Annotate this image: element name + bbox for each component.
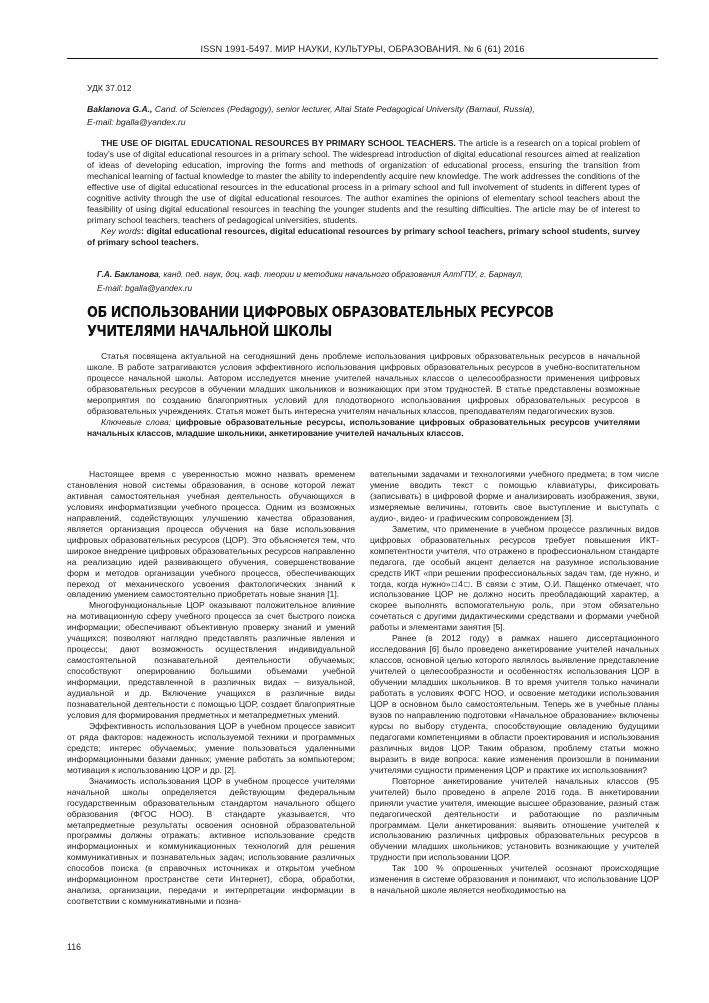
body-paragraph: Значимость использования ЦОР в учебном процессе учителями начальной школы определяется действующим федеральным государственным образовательным стандартом начального общего образования (ФГОС НОО). В стандарте указывается, что метапредметные результаты освоения основной образовательной программы должны отражать: активное использование средств информационных и коммуникационных технологий для решения коммуникативных и познавательных задач; использование различных способов поиска (в справочных источниках и открытом учебном информационном пространстве сети Интернет), сбора, обработки, анализа, организации, передачи и интерпретации информации в соответствии с коммуникативными и позна-: [67, 775, 355, 907]
author-name-ru: Г.А. Бакланова: [97, 269, 159, 279]
body-column-left: [67, 469, 355, 907]
header-rule: [67, 58, 658, 59]
journal-running-header: ISSN 1991-5497. МИР НАУКИ, КУЛЬТУРЫ, ОБРАЗОВАНИЯ. № 6 (61) 2016: [200, 44, 525, 54]
article-title-ru-line-1: ОБ ИСПОЛЬЗОВАНИИ ЦИФРОВЫХ ОБРАЗОВАТЕЛЬНЫХ РЕСУРСОВ: [87, 303, 554, 321]
udk-code: УДК 37.012: [87, 83, 132, 93]
abstract-ru: [87, 351, 640, 439]
body-paragraph: Так 100 % опрошенных учителей осознают происходящие изменения в системе образования и понимают, что использование ЦОР в начальной школе является необходимостью на: [370, 863, 659, 896]
author-line-en: [87, 103, 647, 116]
body-paragraph: Ранее (в 2012 году) в рамках нашего диссертационного исследования [6] было проведено анкетирование учителей начальных классов, основной целью которого являлось выявление представление учителей о целесообразности и особенностях использования ЦОР в обучении младших школьников. В то время учителя только начинали работать в условиях ФОГС НОО, и освоение методики использования ЦОР в основном было самостоятельным. Теперь же в учебные планы вузов по направлению подготовки «Начальное образование» включены курсы по выбору студента, способствующие овладению будущими педагогами компетенциями в области проектирования и использования различных видов ЦОР. Таким образом, проблему статьи можно выразить в виде вопроса: какие изменения произошли в понимании учителями сущности применения ЦОР и практике их использования?: [370, 633, 659, 775]
author-name-en: Baklanova G.A.,: [87, 104, 153, 114]
keywords-ru: [87, 417, 640, 439]
body-column-right: [370, 469, 659, 896]
author-affiliation-en: Cand. of Sciences (Pedagogy), senior lecturer, Altai State Pedagogical University (Barnaul, Russia),: [152, 104, 535, 114]
keywords-en-list: : digital educational resources, digital educational resources by primary school teachers, primary school students, survey of primary school teachers.: [87, 225, 640, 247]
article-title-ru: [87, 303, 552, 341]
author-email-en: E-mail: bgalla@yandex.ru: [87, 117, 186, 127]
abstract-ru-text: Статья посвящена актуальной на сегодняшний день проблеме использования цифровых образовательных ресурсов в начальной школе. В работе затрагиваются условия эффективного использования цифровых образовательных ресурсов в учебно-воспитательном процессе начальной школы. Автором исследуется мнение учителей начальных классов о целесообразности применения цифровых образовательных ресурсов в обучении младших школьников и возникающих при этом трудностей. В статье представлены возможные мероприятия по созданию благоприятных условий для плодотворного использования цифровых образовательных ресурсов в образовательных учреждениях. Статья может быть интересна учителям начальных классов, преподавателям педагогических вузов.: [87, 351, 640, 416]
body-paragraph-continued: вательными задачами и технологиями учебного предмета; в том числе умение вводить текст с помощью клавиатуры, фиксировать (записывать) в цифровой форме и анализировать изображения, звуки, измеряемые величины, готовить свое выступление и выступать с аудио-, видео- и графическим сопровождением [3].: [370, 469, 659, 523]
keywords-en-label: Key words: [101, 225, 142, 236]
body-paragraph: Заметим, что применение в учебном процессе различных видов цифровых образовательных ресурсов требует повышения ИКТ-компетентности учителя, что отражено в профессиональном стандарте педагога, где особый акцент делается на разумное использование средств ИКТ «при решении профессиональных задач там, где нужно, и тогда, когда нужно»□4□. В связи с этим, О.И. Пащенко отмечает, что использование ЦОР не должно носить преобладающий характер, а скорее выполнять вспомогательную роль, при этом обязательно сочетаться с другими дидактическими средствами и формами учебной работы и элементами занятия [5].: [370, 523, 659, 633]
keywords-ru-list: цифровые образовательные ресурсы, использование цифровых образовательных ресурсов учителями начальных классов, младшие школьники, анкетирование учителей начальных классов.: [87, 416, 640, 438]
keywords-ru-label: Ключевые слова:: [101, 416, 172, 427]
author-block-en: [87, 103, 647, 129]
body-paragraph: Эффективность использования ЦОР в учебном процессе зависит от ряда факторов: надежность используемой техники и программных средств; интерес обучаемых; умение пользоваться удаленными информационными базами данных; умение работать за компьютером; мотивация к использованию ЦОР и др. [2].: [67, 720, 355, 775]
author-email-ru: E-mail: bgalla@yandex.ru: [97, 282, 193, 293]
body-paragraph: Настоящее время с уверенностью можно назвать временем становления новой системы образования, в основе которой лежат активная самостоятельная учебная деятельность обучающихся в условиях информатизации учебного процесса. Одним из возможных направлений, содействующих улучшению качества образования, является организация процесса обучения на базе использования цифровых образовательных ресурсов (ЦОР). Это объясняется тем, что широкое внедрение цифровых образовательных ресурсов направленно на реализацию идей развивающего обучения, совершенствование форм и методов организации учебного процесса, обеспечивающих переход от механического усвоения фактологических знаний к овладению умением самостоятельно приобретать новые знания [1].: [67, 469, 355, 600]
body-paragraph: Повторное анкетирование учителей начальных классов (95 учителей) было проведено в апреле 2016 года. В анкетировании приняли участие учителя, имеющие высшее образование, разный стаж педагогической деятельности и работающие по различным программам. Цели анкетирования: выявить отношение учителей к использованию различных цифровых образовательных ресурсов в обучении младших школьников; установить возникающие у учителей трудности при использовании ЦОР.: [370, 775, 659, 863]
article-title-ru-line-2: УЧИТЕЛЯМИ НАЧАЛЬНОЙ ШКОЛЫ: [87, 322, 332, 340]
keywords-en: [87, 226, 640, 248]
page-number: 116: [67, 942, 82, 952]
author-affiliation-ru: , канд. пед. наук, доц. каф. теории и методики начального образования АлтГПУ, г. Барнаул,: [158, 269, 524, 279]
abstract-en: [87, 138, 640, 248]
abstract-en-text: The article is a research on a topical problem of today’s use of digital educational resources in a primary school. The widespread introduction of digital educational resources aimed at realization of ideas of developing education, improving the forms and methods of organization of educational process, ensuring the transition from mechanical learning of factual knowledge to master the ability to independently acquire new knowledge. The work addresses the conditions of the effective use of digital educational resources in the educational process in a primary school and full involvement of students in different types of cognitive activity through the use of digital educational resources. The author examines the opinions of elementary school teachers about the feasibility of using digital educational resources in teaching the younger students and the resulting difficulties. The article may be of interest to primary school teachers, teachers of pedagogical universities, students.: [87, 138, 640, 225]
abstract-en-body: [87, 138, 640, 226]
body-paragraph: Многофункциональные ЦОР оказывают положительное влияние на мотивационную сферу учебного процесса за счет быстрого поиска информации; обеспечивают объективную проверку знаний и умений учащихся; позволяют наглядно представлять различные явления и процессы; дают возможность осуществления индивидуальной самостоятельной познавательной деятельности обучаемых; способствуют оперированию большими объемами учебной информации, представленной в различных видах – визуальной, аудиальной и др. Включение учащихся в различные виды познавательной деятельности с помощью ЦОР, создает благоприятные условия для формирования предметных и метапредметных умений.: [67, 600, 355, 720]
article-title-en: THE USE OF DIGITAL EDUCATIONAL RESOURCES BY PRIMARY SCHOOL TEACHERS.: [101, 138, 456, 148]
author-block-ru: [97, 268, 647, 295]
author-line-ru: [97, 268, 647, 282]
